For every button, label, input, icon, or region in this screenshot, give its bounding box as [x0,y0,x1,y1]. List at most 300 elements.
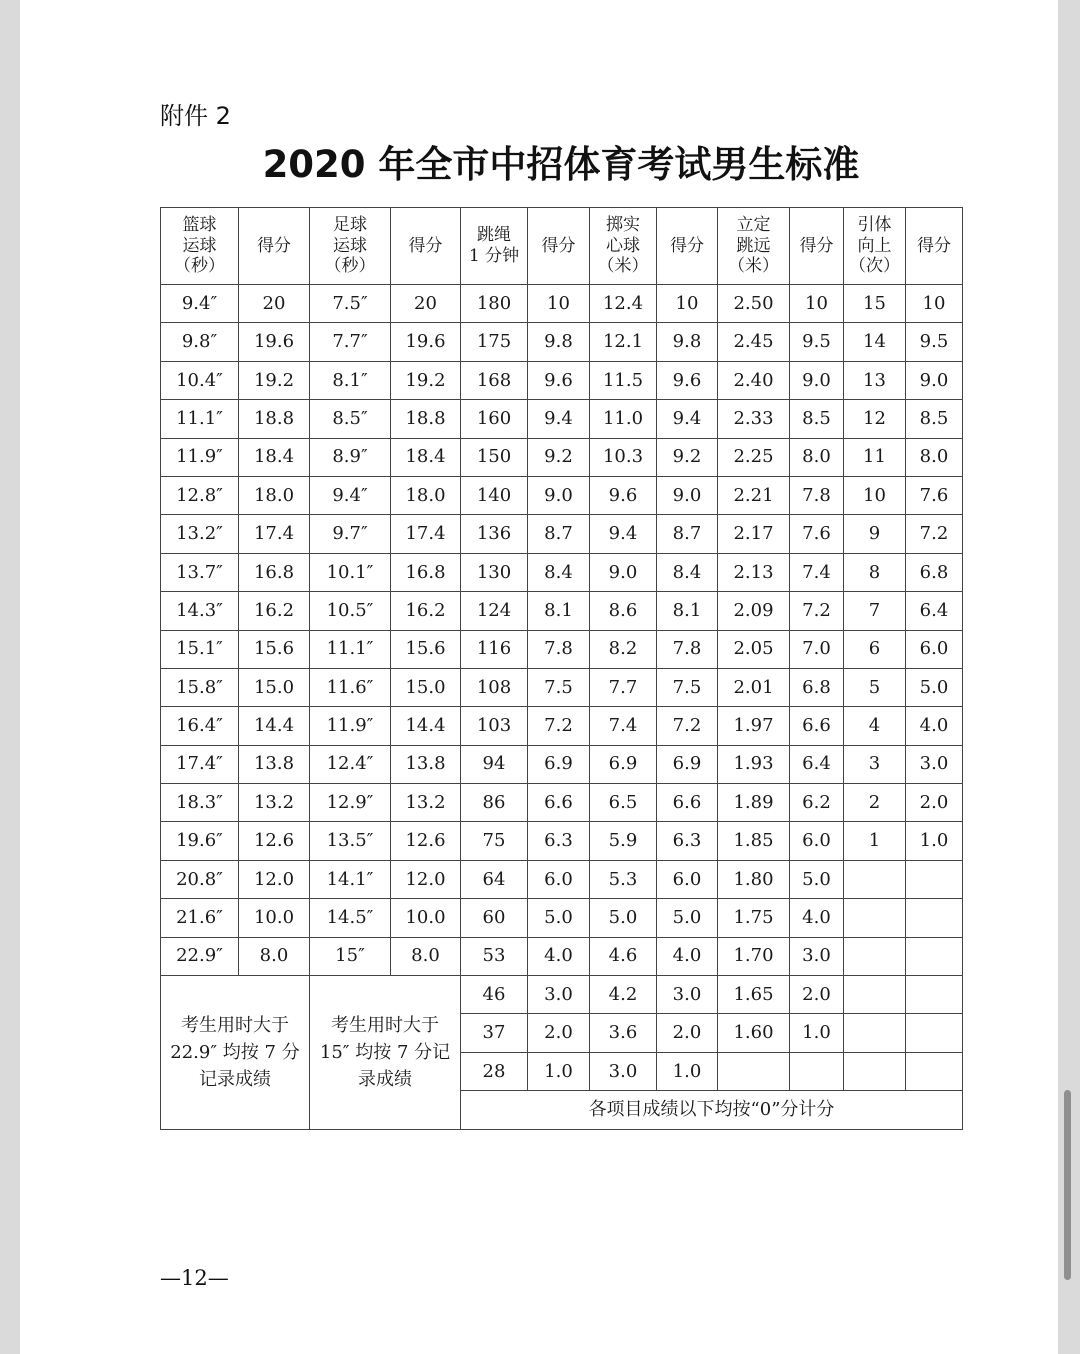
cell-line: 跳远 [736,235,771,256]
table-cell: 13.2 [391,784,461,822]
table-cell: 53 [461,937,528,975]
table-cell: 94 [461,745,528,783]
table-cell: 6.0 [790,822,844,860]
table-cell: 6.0 [906,630,963,668]
table-cell: 9.4″ [161,285,239,323]
table-cell: 16.8 [239,553,310,591]
table-cell: 5.0 [657,899,718,937]
table-cell: 1.0 [528,1052,590,1090]
table-cell: 21.6″ [161,899,239,937]
cell-line: 1 分钟 [468,246,520,266]
table-cell: 6.9 [590,745,657,783]
table-cell: 13.8 [239,745,310,783]
header-row [161,208,963,285]
table-cell: 14.1″ [310,860,391,898]
table-cell: 9.8 [657,323,718,361]
table-cell [906,860,963,898]
table-cell: 8.4 [528,553,590,591]
column-header [590,208,657,285]
table-cell: 3.0 [906,745,963,783]
cell-line: 录成绩 [358,1068,412,1090]
vertical-scrollbar[interactable] [1064,1090,1071,1280]
cell-line: 篮球 [182,214,217,235]
column-header [718,208,790,285]
table-cell: 1.65 [718,976,790,1014]
column-header [906,208,963,285]
cell-line: 得分 [541,235,576,256]
table-cell: 13.8 [391,745,461,783]
cell-line: 运球 [182,235,217,256]
table-cell: 8.1″ [310,361,391,399]
table-cell: 9.5 [790,323,844,361]
table-cell: 16.4″ [161,707,239,745]
table-cell: 14.5″ [310,899,391,937]
table-cell: 7.7 [590,668,657,706]
column-header [461,208,528,285]
column-header [161,208,239,285]
table-cell: 20.8″ [161,860,239,898]
table-cell: 6.9 [657,745,718,783]
table-cell: 1.0 [657,1052,718,1090]
table-cell: 11.1″ [161,400,239,438]
table-cell: 2.13 [718,553,790,591]
table-cell: 10 [906,285,963,323]
table-cell: 1.0 [790,1014,844,1052]
cell-line: 立定 [736,214,771,235]
table-row [161,515,963,553]
table-cell: 17.4 [239,515,310,553]
table-cell: 18.8 [391,400,461,438]
table-cell: 1.85 [718,822,790,860]
table-cell: 1 [844,822,906,860]
table-cell: 12.0 [239,860,310,898]
table-cell: 19.6 [391,323,461,361]
table-row [161,630,963,668]
table-cell: 8.0 [790,438,844,476]
table-cell: 9.5 [906,323,963,361]
page-number: —12— [160,1266,229,1290]
cell-line: （米） [597,256,649,277]
table-cell: 4.2 [590,976,657,1014]
cell-line: 掷实 [606,214,640,235]
table-cell: 11.1″ [310,630,391,668]
table-cell: 16.2 [391,592,461,630]
standards-table [160,207,963,1130]
table-row [161,361,963,399]
table-cell: 8.0 [391,937,461,975]
table-cell [844,1014,906,1052]
table-cell: 2.0 [906,784,963,822]
column-header [528,208,590,285]
table-row [161,707,963,745]
table-cell: 6.5 [590,784,657,822]
table-cell: 124 [461,592,528,630]
table-row [161,476,963,514]
table-cell: 11.0 [590,400,657,438]
table-cell: 11 [844,438,906,476]
table-row [161,285,963,323]
table-cell: 5.9 [590,822,657,860]
table-cell: 9.4″ [310,476,391,514]
table-cell: 2.09 [718,592,790,630]
table-cell: 2.45 [718,323,790,361]
table-cell: 15 [844,285,906,323]
table-cell [906,1052,963,1090]
cell-line: （米） [728,256,779,277]
column-header [790,208,844,285]
cell-line: 记录成绩 [199,1068,271,1090]
table-cell: 7 [844,592,906,630]
table-cell: 7.7″ [310,323,391,361]
table-cell: 4.0 [528,937,590,975]
table-cell: 7.4 [590,707,657,745]
table-cell: 19.2 [239,361,310,399]
table-cell: 6.0 [657,860,718,898]
table-cell: 13.5″ [310,822,391,860]
table-cell: 3 [844,745,906,783]
table-cell: 1.0 [906,822,963,860]
table-cell: 6.6 [528,784,590,822]
table-cell: 37 [461,1014,528,1052]
cell-line: 考生用时大于 [181,1014,289,1036]
table-cell: 13.2 [239,784,310,822]
table-cell: 7.8 [657,630,718,668]
table-cell [844,860,906,898]
table-cell: 8.5″ [310,400,391,438]
table-cell: 6.9 [528,745,590,783]
table-cell: 18.3″ [161,784,239,822]
table-cell: 1.89 [718,784,790,822]
table-cell: 15.1″ [161,630,239,668]
table-cell: 2.0 [790,976,844,1014]
table-cell: 75 [461,822,528,860]
table-cell: 9.8 [528,323,590,361]
table-cell: 8.4 [657,553,718,591]
table-cell: 12.6 [391,822,461,860]
table-cell: 64 [461,860,528,898]
table-cell: 7.0 [790,630,844,668]
table-cell: 4.0 [790,899,844,937]
table-cell: 136 [461,515,528,553]
table-row [161,860,963,898]
table-cell: 4.0 [657,937,718,975]
cell-line: 引体 [857,214,892,235]
table-cell [906,976,963,1014]
table-cell [844,976,906,1014]
table-cell: 3.6 [590,1014,657,1052]
table-cell: 12.8″ [161,476,239,514]
table-cell: 4.0 [906,707,963,745]
table-cell: 19.6 [239,323,310,361]
table-cell: 18.8 [239,400,310,438]
table-cell: 116 [461,630,528,668]
table-cell: 1.70 [718,937,790,975]
table-cell: 12.1 [590,323,657,361]
table-cell: 10 [844,476,906,514]
zero-score-note: 各项目成绩以下均按“0”分计分 [461,1091,963,1129]
table-cell [906,899,963,937]
table-cell: 6.3 [528,822,590,860]
table-cell: 7.8 [528,630,590,668]
table-cell: 15.8″ [161,668,239,706]
table-cell [790,1052,844,1090]
table-cell: 13.2″ [161,515,239,553]
table-row [161,745,963,783]
table-cell: 12.9″ [310,784,391,822]
table-cell: 7.2 [528,707,590,745]
table-row [161,323,963,361]
cell-line: 22.9″ 均按 7 分 [170,1041,300,1063]
table-cell: 150 [461,438,528,476]
table-cell: 5.0 [906,668,963,706]
table-cell: 7.2 [790,592,844,630]
table-cell: 14.4 [239,707,310,745]
table-row [161,784,963,822]
table-cell: 14.4 [391,707,461,745]
table-cell: 60 [461,899,528,937]
table-row [161,438,963,476]
table-cell: 18.4 [239,438,310,476]
table-cell: 8.9″ [310,438,391,476]
table-cell: 10 [528,285,590,323]
table-cell: 2.25 [718,438,790,476]
table-cell: 7.6 [906,476,963,514]
cell-line: 向上 [857,235,892,256]
table-cell: 6.4 [790,745,844,783]
table-cell: 9.7″ [310,515,391,553]
table-cell [844,899,906,937]
table-cell: 2.50 [718,285,790,323]
table-cell: 12.4 [590,285,657,323]
table-cell: 9.4 [528,400,590,438]
table-cell: 5.0 [528,899,590,937]
table-cell: 6.3 [657,822,718,860]
cell-line: （秒） [174,256,225,277]
table-cell: 13 [844,361,906,399]
table-cell: 14.3″ [161,592,239,630]
table-cell: 15″ [310,937,391,975]
table-cell: 8.0 [239,937,310,975]
table-cell: 130 [461,553,528,591]
table-cell: 5 [844,668,906,706]
cell-line: 心球 [606,235,640,256]
cell-line: 跳绳 [477,225,511,246]
table-cell: 8.5 [906,400,963,438]
table-row [161,553,963,591]
table-cell: 9.4 [590,515,657,553]
table-cell: 3.0 [590,1052,657,1090]
table-cell: 6.8 [906,553,963,591]
table-cell [718,1052,790,1090]
table-cell: 10.3 [590,438,657,476]
table-cell: 6.0 [528,860,590,898]
table-cell: 7.2 [657,707,718,745]
cell-line: （次） [849,256,900,277]
column-header [310,208,391,285]
table-cell: 2.05 [718,630,790,668]
table-cell: 15.6 [239,630,310,668]
table-cell: 7.4 [790,553,844,591]
table-cell: 13.7″ [161,553,239,591]
table-cell: 2.0 [528,1014,590,1052]
table-cell: 160 [461,400,528,438]
table-cell: 8.5 [790,400,844,438]
table-cell: 22.9″ [161,937,239,975]
table-row [161,976,963,1014]
cell-line: 得分 [917,235,951,256]
table-cell [906,937,963,975]
table-cell: 12.4″ [310,745,391,783]
table-cell: 5.3 [590,860,657,898]
table-cell: 9.0 [657,476,718,514]
table-cell [844,937,906,975]
table-cell: 6.6 [657,784,718,822]
table-cell: 9.2 [657,438,718,476]
table-cell: 20 [239,285,310,323]
table-cell: 168 [461,361,528,399]
table-cell: 19.2 [391,361,461,399]
table-cell: 8.1 [528,592,590,630]
table-cell: 9.6 [590,476,657,514]
table-cell [906,1014,963,1052]
table-cell: 7.5 [528,668,590,706]
table-cell: 17.4″ [161,745,239,783]
table-cell: 2.21 [718,476,790,514]
table-cell: 12.6 [239,822,310,860]
table-cell: 8 [844,553,906,591]
table-cell: 10 [657,285,718,323]
table-cell: 7.8 [790,476,844,514]
table-cell: 18.0 [239,476,310,514]
table-cell: 18.0 [391,476,461,514]
table-cell: 2.01 [718,668,790,706]
table-row [161,899,963,937]
attachment-label: 附件 2 [160,102,231,130]
table-cell: 8.7 [657,515,718,553]
table-cell: 8.1 [657,592,718,630]
table-cell: 1.80 [718,860,790,898]
table-cell: 9 [844,515,906,553]
table-cell: 16.2 [239,592,310,630]
column-header [239,208,310,285]
table-cell: 11.9″ [161,438,239,476]
table-cell: 175 [461,323,528,361]
table-cell: 5.0 [590,899,657,937]
table-cell: 1.93 [718,745,790,783]
table-row [161,937,963,975]
table-cell: 9.8″ [161,323,239,361]
column-header [657,208,718,285]
table-cell: 19.6″ [161,822,239,860]
table-cell: 15.0 [391,668,461,706]
table-cell: 10.1″ [310,553,391,591]
table-cell: 4.6 [590,937,657,975]
table-cell: 9.6 [528,361,590,399]
cell-line: 得分 [799,235,834,256]
table-cell: 7.5 [657,668,718,706]
table-cell: 86 [461,784,528,822]
table-cell: 10.5″ [310,592,391,630]
football-note [310,976,461,1130]
table-cell: 10.0 [391,899,461,937]
table-cell: 2.17 [718,515,790,553]
cell-line: 15″ 均按 7 分记 [319,1041,451,1063]
table-cell [844,1052,906,1090]
table-cell: 140 [461,476,528,514]
table-cell: 103 [461,707,528,745]
table-cell: 2 [844,784,906,822]
table-cell: 14 [844,323,906,361]
table-cell: 9.0 [590,553,657,591]
table-cell: 9.0 [790,361,844,399]
column-header [391,208,461,285]
table-cell: 17.4 [391,515,461,553]
cell-line: 足球 [333,214,367,235]
table-cell: 9.2 [528,438,590,476]
document-title: 2020 年全市中招体育考试男生标准 [262,143,860,186]
table-cell: 1.75 [718,899,790,937]
table-cell: 11.5 [590,361,657,399]
table-cell: 4 [844,707,906,745]
cell-line: 运球 [333,235,367,256]
table-cell: 2.0 [657,1014,718,1052]
cell-line: 考生用时大于 [331,1014,439,1036]
table-cell: 6 [844,630,906,668]
table-cell: 6.6 [790,707,844,745]
table-cell: 9.0 [906,361,963,399]
table-cell: 7.5″ [310,285,391,323]
table-cell: 10.0 [239,899,310,937]
table-cell: 12.0 [391,860,461,898]
table-cell: 18.4 [391,438,461,476]
table-cell: 1.60 [718,1014,790,1052]
table-cell: 2.33 [718,400,790,438]
table-cell: 8.0 [906,438,963,476]
table-cell: 8.6 [590,592,657,630]
table-cell: 15.0 [239,668,310,706]
table-cell: 2.40 [718,361,790,399]
table-cell: 9.0 [528,476,590,514]
table-cell: 8.7 [528,515,590,553]
table-cell: 3.0 [657,976,718,1014]
table-cell: 6.4 [906,592,963,630]
table-cell: 12 [844,400,906,438]
table-cell: 9.4 [657,400,718,438]
cell-line: 得分 [257,235,291,256]
table-cell: 10 [790,285,844,323]
table-cell: 7.6 [790,515,844,553]
table-cell: 6.2 [790,784,844,822]
table-cell: 28 [461,1052,528,1090]
table-cell: 16.8 [391,553,461,591]
table-cell: 108 [461,668,528,706]
table-cell: 20 [391,285,461,323]
table-row [161,592,963,630]
table-cell: 180 [461,285,528,323]
table-cell: 15.6 [391,630,461,668]
table-cell: 9.6 [657,361,718,399]
table-cell: 5.0 [790,860,844,898]
table-cell: 3.0 [528,976,590,1014]
basketball-note [161,976,310,1130]
table-row [161,668,963,706]
table-cell: 11.6″ [310,668,391,706]
table-cell: 6.8 [790,668,844,706]
table-cell: 46 [461,976,528,1014]
table-cell: 7.2 [906,515,963,553]
column-header [844,208,906,285]
table-cell: 11.9″ [310,707,391,745]
